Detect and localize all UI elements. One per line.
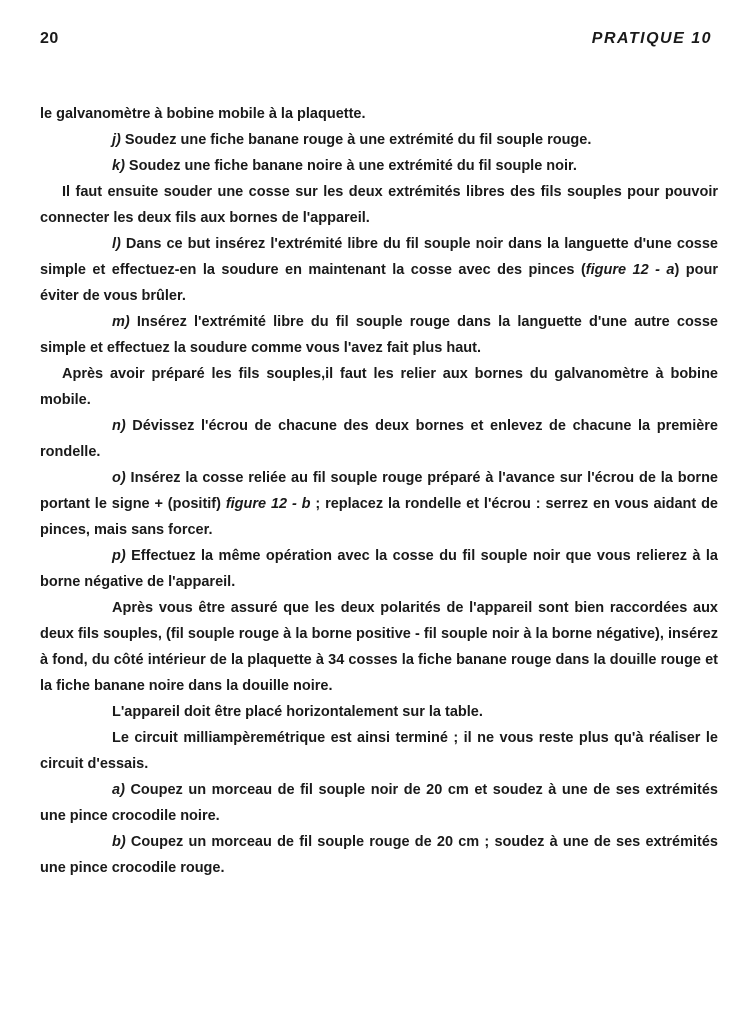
step-text: Coupez un morceau de fil souple rouge de 20 cm ; soudez à une de ses extrémités une pince crocodile rouge. bbox=[40, 834, 718, 876]
step-j bbox=[40, 127, 718, 153]
paragraph-text: L'appareil doit être placé horizontalement sur la table. bbox=[112, 704, 483, 720]
step-letter: n) bbox=[112, 418, 126, 434]
step-text: Dans ce but insérez l'extrémité libre du fil souple noir dans la languette d'une cosse simple et effectuez-en la soudure en maintenant la cosse avec des pinces ( bbox=[40, 236, 718, 278]
step-letter: j) bbox=[112, 132, 121, 148]
paragraph-text: Il faut ensuite souder une cosse sur les deux extrémités libres des fils souples pour pouvoir connecter les deux fils aux bornes de l'appareil. bbox=[40, 184, 718, 226]
step-text-after: ; replacez la rondelle et l'écrou : serrez en vous aidant de pinces, mais sans forcer. bbox=[40, 496, 718, 538]
step-letter: b) bbox=[112, 834, 126, 850]
body-text bbox=[40, 101, 718, 881]
step-text-after: ) pour éviter de vous brûler. bbox=[40, 262, 718, 304]
step-text: Insérez la cosse reliée au fil souple rouge préparé à l'avance sur l'écrou de la borne portant le signe + (positif) bbox=[40, 470, 718, 512]
paragraph-text: Après vous être assuré que les deux polarités de l'appareil sont bien raccordées aux deux fils souples, (fil souple rouge à la borne positive - fil souple noir à la borne négative), insérez à fond, du côté intérieur de la plaquette à 34 cosses la fiche banane rouge dans la douille rouge et la fiche banane noire dans la douille noire. bbox=[40, 600, 718, 694]
page-number: 20 bbox=[40, 30, 59, 47]
paragraph-text: le galvanomètre à bobine mobile à la plaquette. bbox=[40, 106, 366, 122]
step-o bbox=[40, 465, 718, 543]
step-m bbox=[40, 309, 718, 361]
step-l bbox=[40, 231, 718, 309]
paragraph-continuation bbox=[40, 101, 718, 127]
step-k bbox=[40, 153, 718, 179]
step-n bbox=[40, 413, 718, 465]
figure-reference: figure 12 - a bbox=[585, 262, 675, 278]
paragraph-horizontal bbox=[40, 699, 718, 725]
step-letter: m) bbox=[112, 314, 130, 330]
step-letter: a) bbox=[112, 782, 125, 798]
paragraph-text: Après avoir préparé les fils souples,il faut les relier aux bornes du galvanomètre à bobine mobile. bbox=[40, 366, 718, 408]
step-a bbox=[40, 777, 718, 829]
paragraph-solder-lugs bbox=[40, 179, 718, 231]
step-text: Dévissez l'écrou de chacune des deux bornes et enlevez de chacune la première rondelle. bbox=[40, 418, 718, 460]
step-letter: l) bbox=[112, 236, 121, 252]
paragraph-connect-terminals bbox=[40, 361, 718, 413]
step-text: Coupez un morceau de fil souple noir de 20 cm et soudez à une de ses extrémités une pince crocodile noire. bbox=[40, 782, 718, 824]
step-letter: k) bbox=[112, 158, 125, 174]
running-head: PRATIQUE 10 bbox=[591, 30, 712, 47]
step-text: Insérez l'extrémité libre du fil souple rouge dans la languette d'une autre cosse simple et effectuez la soudure comme vous l'avez fait plus haut. bbox=[40, 314, 718, 356]
paragraph-circuit-done bbox=[40, 725, 718, 777]
paragraph-text: Le circuit milliampèremétrique est ainsi terminé ; il ne vous reste plus qu'à réaliser le circuit d'essais. bbox=[40, 730, 718, 772]
step-letter: o) bbox=[112, 470, 126, 486]
paragraph-polarity-check bbox=[40, 595, 718, 699]
step-b bbox=[40, 829, 718, 881]
step-text: Soudez une fiche banane rouge à une extrémité du fil souple rouge. bbox=[120, 132, 592, 148]
step-letter: p) bbox=[112, 548, 126, 564]
step-text: Effectuez la même opération avec la cosse du fil souple noir que vous relierez à la borne négative de l'appareil. bbox=[40, 548, 718, 590]
step-text: Soudez une fiche banane noire à une extrémité du fil souple noir. bbox=[124, 158, 577, 174]
figure-reference: figure 12 - b bbox=[225, 496, 311, 512]
step-p bbox=[40, 543, 718, 595]
